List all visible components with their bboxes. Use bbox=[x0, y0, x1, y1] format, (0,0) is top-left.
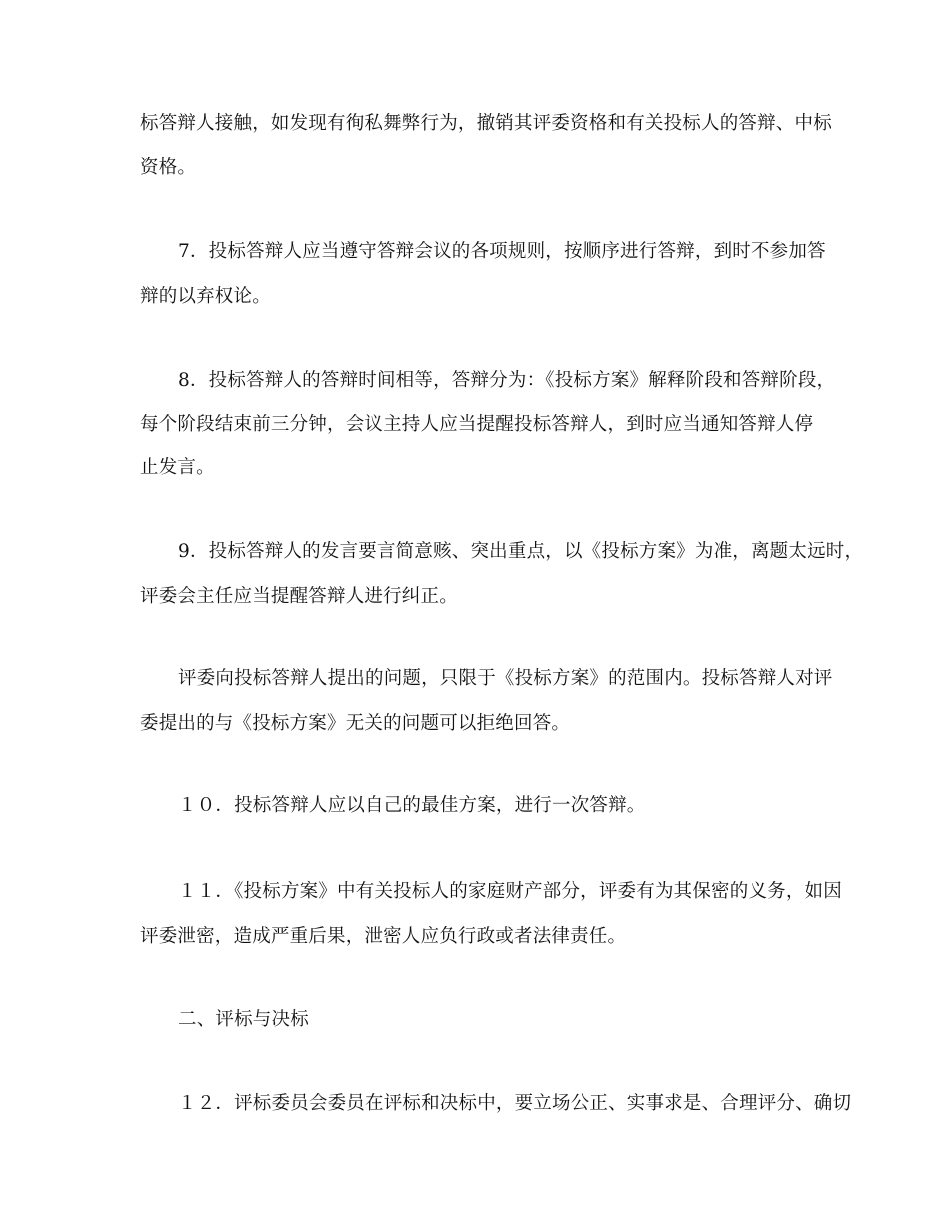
paragraph-5-line-2: 委提出的与《投标方案》无关的问题可以拒绝回答。 bbox=[140, 713, 571, 734]
paragraph-2-line-1: 7．投标答辩人应当遵守答辩会议的各项规则，按顺序进行答辩，到时不参加答 bbox=[178, 241, 826, 262]
paragraph-7-line-2: 评委泄密，造成严重后果，泄密人应负行政或者法律责任。 bbox=[140, 926, 627, 947]
paragraph-4-line-2: 评委会主任应当提醒答辩人进行纠正。 bbox=[140, 586, 458, 607]
paragraph-3-line-1: 8．投标答辩人的答辩时间相等，答辩分为：《投标方案》解释阶段和答辩阶段， bbox=[178, 370, 836, 391]
paragraph-7-line-1: １１．《投标方案》中有关投标人的家庭财产部分，评委有为其保密的义务，如因 bbox=[178, 881, 842, 902]
paragraph-2-line-2: 辩的以弃权论。 bbox=[140, 286, 271, 307]
paragraph-9-line-1: １２．评标委员会委员在评标和决标中，要立场公正、实事求是、合理评分、确切 bbox=[178, 1093, 852, 1114]
paragraph-1-line-1: 标答辩人接触，如发现有徇私舞弊行为，撤销其评委资格和有关投标人的答辩、中标 bbox=[140, 113, 832, 134]
section-heading: 二、评标与决标 bbox=[178, 1009, 309, 1030]
paragraph-1-line-2: 资格。 bbox=[140, 157, 197, 178]
paragraph-3-line-2: 每个阶段结束前三分钟，会议主持人应当提醒投标答辩人，到时应当通知答辩人停 bbox=[140, 414, 814, 435]
paragraph-3-line-3: 止发言。 bbox=[140, 457, 215, 478]
paragraph-4-line-1: 9．投标答辩人的发言要言简意赅、突出重点，以《投标方案》为准，离题太远时， bbox=[178, 541, 864, 562]
paragraph-6-line-1: １０．投标答辩人应以自己的最佳方案，进行一次答辩。 bbox=[178, 795, 646, 816]
paragraph-5-line-1: 评委向投标答辩人提出的问题，只限于《投标方案》的范围内。投标答辩人对评 bbox=[178, 668, 833, 689]
